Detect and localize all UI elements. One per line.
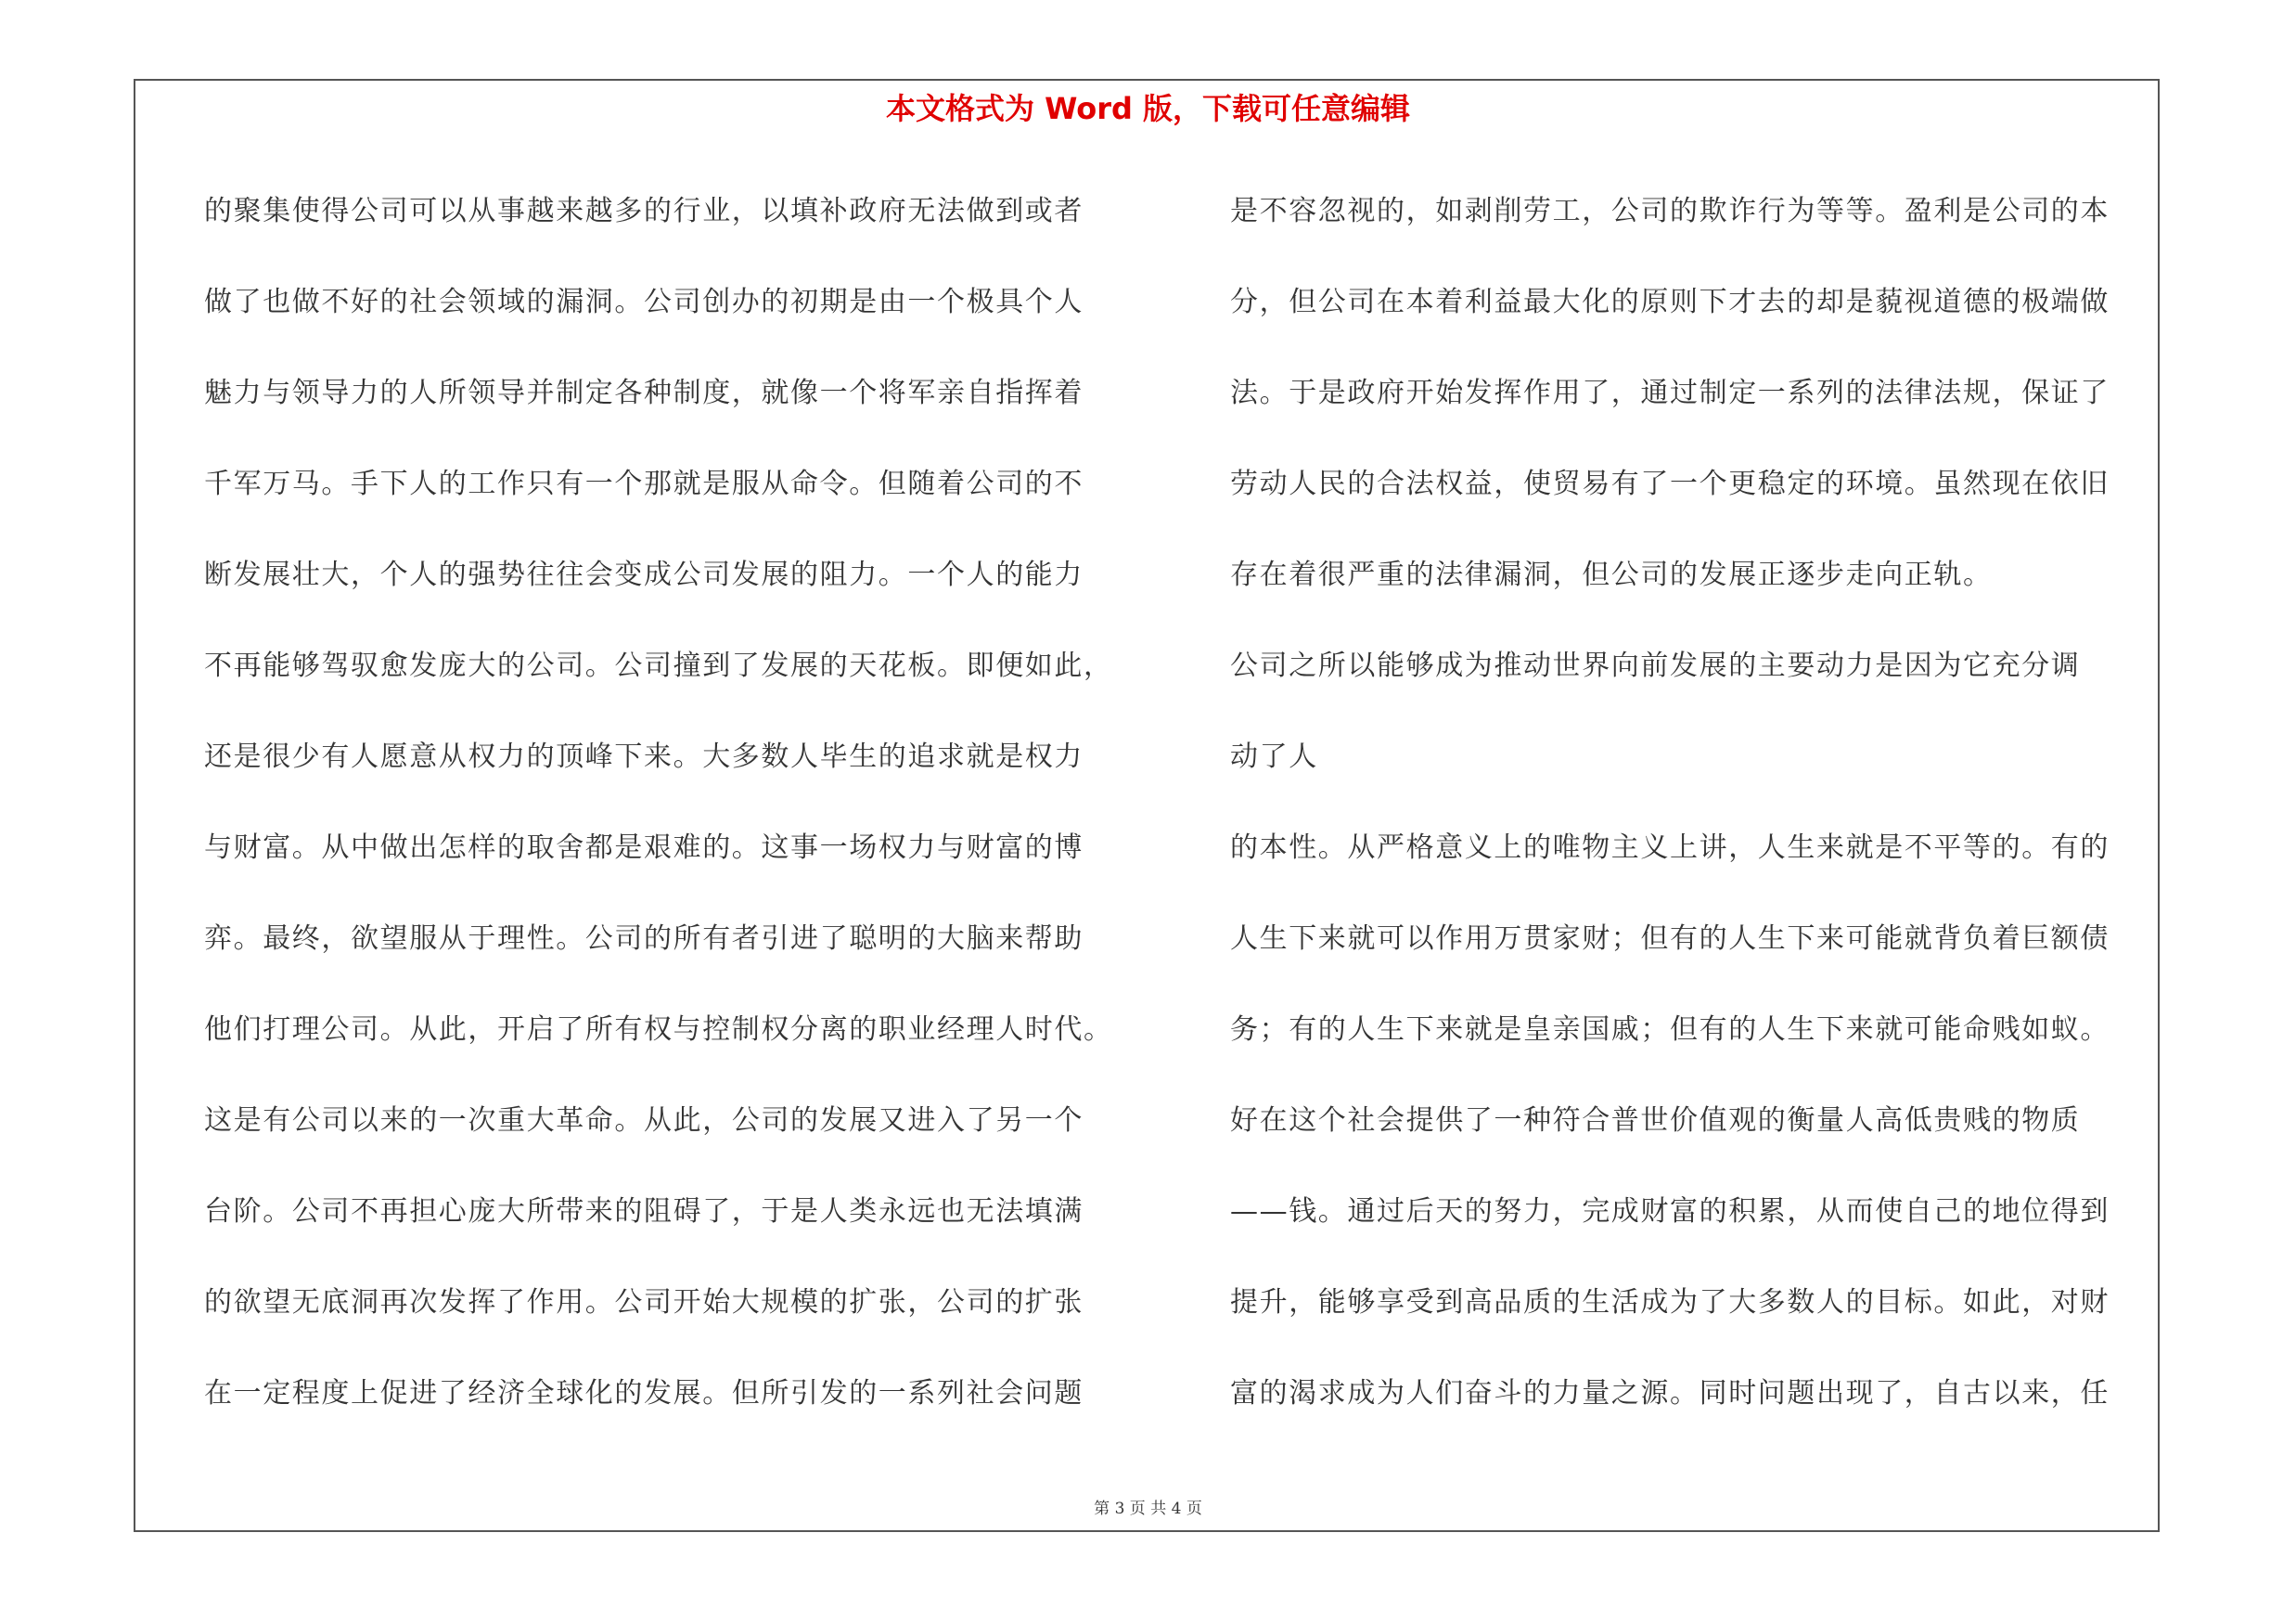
text-line: 在一定程度上促进了经济全球化的发展。但所引发的一系列社会问题 <box>204 1377 1084 1410</box>
text-line: 存在着很严重的法律漏洞，但公司的发展正逐步走向正轨。 <box>1230 559 1993 591</box>
text-line: 的聚集使得公司可以从事越来越多的行业，以填补政府无法做到或者 <box>204 195 1084 227</box>
text-line: 千军万马。手下人的工作只有一个那就是服从命令。但随着公司的不 <box>204 468 1084 500</box>
right-text-column <box>1230 184 2176 1457</box>
text-line: 做了也做不好的社会领域的漏洞。公司创办的初期是由一个极具个人 <box>204 286 1084 318</box>
text-line: 弈。最终，欲望服从于理性。公司的所有者引进了聪明的大脑来帮助 <box>204 922 1084 955</box>
text-line: ——钱。通过后天的努力，完成财富的积累，从而使自己的地位得到 <box>1230 1195 2110 1228</box>
word-format-banner: 本文格式为 Word 版，下载可任意编辑 <box>885 91 1411 126</box>
text-line: 他们打理公司。从此，开启了所有权与控制权分离的职业经理人时代。 <box>204 1013 1113 1046</box>
text-line: 与财富。从中做出怎样的取舍都是艰难的。这事一场权力与财富的博 <box>204 831 1084 864</box>
text-line: 务；有的人生下来就是皇亲国戚；但有的人生下来就可能命贱如蚁。 <box>1230 1013 2110 1046</box>
text-line: 的本性。从严格意义上的唯物主义上讲，人生来就是不平等的。有的 <box>1230 831 2110 864</box>
left-text-column <box>204 184 1141 1457</box>
text-line: 人生下来就可以作用万贯家财；但有的人生下来可能就背负着巨额债 <box>1230 922 2110 955</box>
text-line: 劳动人民的合法权益，使贸易有了一个更稳定的环境。虽然现在依旧 <box>1230 468 2110 500</box>
text-line: 这是有公司以来的一次重大革命。从此，公司的发展又进入了另一个 <box>204 1104 1084 1137</box>
text-line: 台阶。公司不再担心庞大所带来的阻碍了，于是人类永远也无法填满 <box>204 1195 1084 1228</box>
text-line: 提升，能够享受到高品质的生活成为了大多数人的目标。如此，对财 <box>1230 1286 2110 1319</box>
text-line: 断发展壮大，个人的强势往往会变成公司发展的阻力。一个人的能力 <box>204 559 1084 591</box>
text-line: 公司之所以能够成为推动世界向前发展的主要动力是因为它充分调 <box>1230 650 2081 682</box>
text-line: 是不容忽视的，如剥削劳工，公司的欺诈行为等等。盈利是公司的本 <box>1230 195 2110 227</box>
text-line: 好在这个社会提供了一种符合普世价值观的衡量人高低贵贱的物质 <box>1230 1104 2081 1137</box>
text-line: 法。于是政府开始发挥作用了，通过制定一系列的法律法规，保证了 <box>1230 377 2110 409</box>
text-line: 不再能够驾驭愈发庞大的公司。公司撞到了发展的天花板。即便如此， <box>204 650 1113 682</box>
text-line: 魅力与领导力的人所领导并制定各种制度，就像一个将军亲自指挥着 <box>204 377 1084 409</box>
text-line: 的欲望无底洞再次发挥了作用。公司开始大规模的扩张，公司的扩张 <box>204 1286 1084 1319</box>
text-line: 动了人 <box>1230 741 1318 773</box>
text-line: 分，但公司在本着利益最大化的原则下才去的却是藐视道德的极端做 <box>1230 286 2110 318</box>
text-line: 还是很少有人愿意从权力的顶峰下来。大多数人毕生的追求就是权力 <box>204 741 1084 773</box>
page-number-footer: 第 3 页 共 4 页 <box>1094 1500 1202 1518</box>
text-line: 富的渴求成为人们奋斗的力量之源。同时问题出现了，自古以来，任 <box>1230 1377 2110 1410</box>
